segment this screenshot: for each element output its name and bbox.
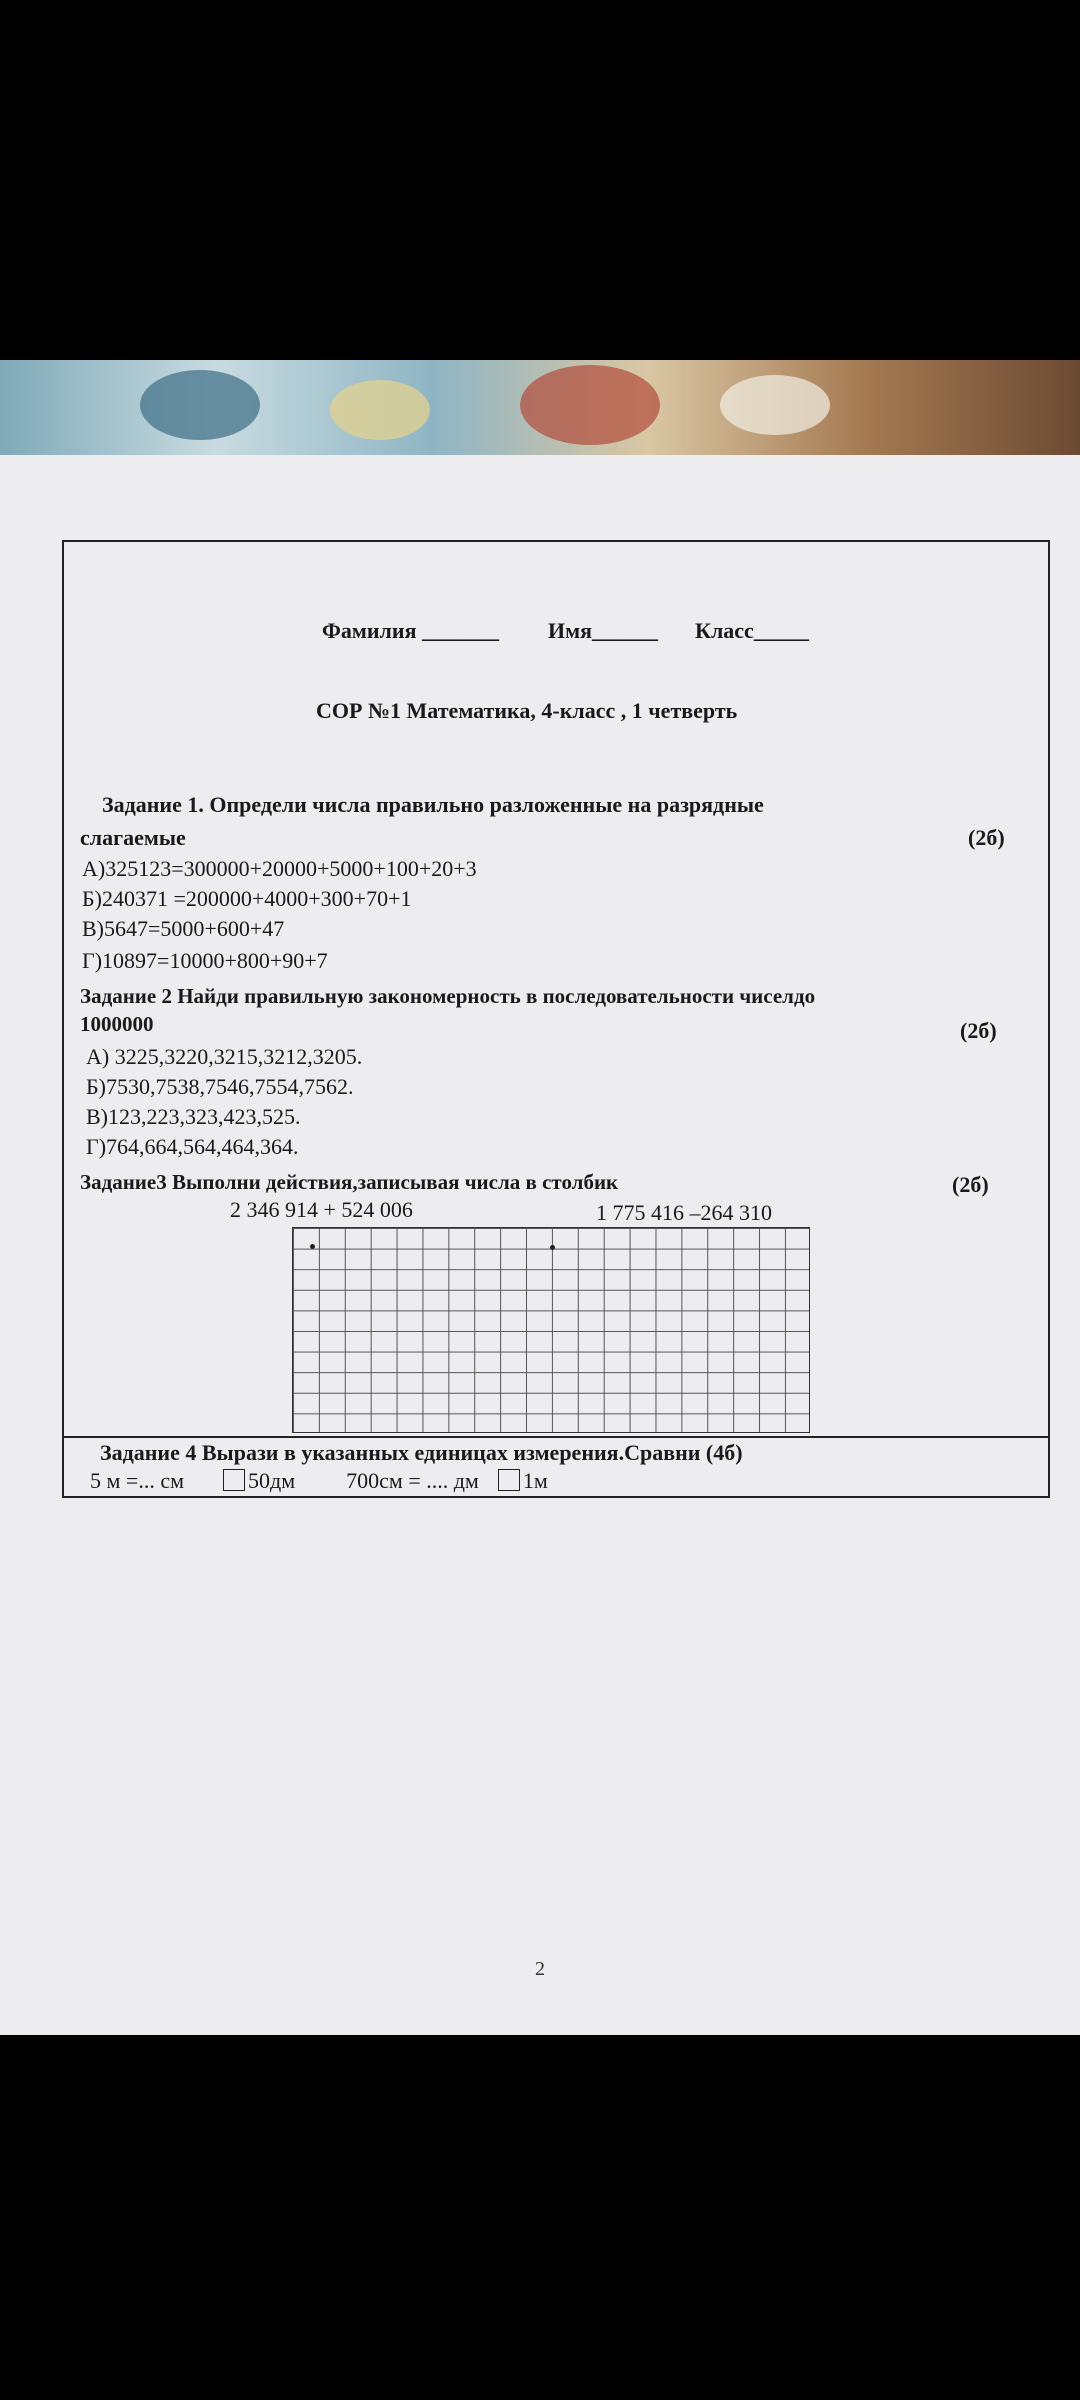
surname-label: Фамилия _______ — [322, 618, 499, 643]
task1-option-c: В)5647=5000+600+47 — [82, 916, 285, 941]
task4-part2-value: 1м — [522, 1468, 548, 1493]
grid-dot-left — [310, 1244, 315, 1249]
task1-option-b: Б)240371 =200000+4000+300+70+1 — [82, 886, 412, 911]
task2-heading-cont: 1000000 — [80, 1012, 154, 1036]
task4-part1-value: 50дм — [248, 1468, 296, 1493]
task1-heading-cont: слагаемые — [80, 825, 186, 850]
task2-heading: Задание 2 Найди правильную закономерность в последовательности чиселдо — [80, 984, 816, 1008]
task2-option-a: А) 3225,3220,3215,3212,3205. — [86, 1044, 363, 1069]
task1-heading: Задание 1. Определи числа правильно разложенные на разрядные — [102, 792, 764, 817]
task4-heading: Задание 4 Вырази в указанных единицах измерения.Сравни (4б) — [100, 1440, 743, 1465]
comparison-box-2[interactable] — [498, 1469, 520, 1491]
task3-points: (2б) — [952, 1172, 989, 1197]
task2-points: (2б) — [960, 1018, 997, 1043]
page-number: 2 — [535, 1958, 545, 1980]
comparison-box-1[interactable] — [223, 1469, 245, 1491]
class-label: Класс_____ — [695, 618, 809, 643]
grid-dot-right — [550, 1245, 555, 1250]
task1-points: (2б) — [968, 825, 1005, 850]
task3-expression-1: 2 346 914 + 524 006 — [230, 1197, 413, 1222]
task3-expression-2: 1 775 416 –264 310 — [596, 1200, 772, 1225]
page-title: СОР №1 Математика, 4-класс , 1 четверть — [316, 698, 738, 723]
task3-heading: Задание3 Выполни действия,записывая числа в столбик — [80, 1170, 619, 1194]
task1-option-a: А)325123=300000+20000+5000+100+20+3 — [82, 856, 477, 881]
name-label: Имя______ — [548, 618, 658, 643]
task2-option-b: Б)7530,7538,7546,7554,7562. — [86, 1074, 354, 1099]
background-photo-strip — [0, 360, 1080, 460]
task4-part2: 700см = .... дм — [346, 1468, 479, 1493]
task2-option-d: Г)764,664,564,464,364. — [86, 1134, 299, 1159]
task4-row — [90, 1468, 548, 1494]
task1-option-d: Г)10897=10000+800+90+7 — [82, 948, 328, 973]
task4-part1: 5 м =... см — [90, 1468, 185, 1493]
section-divider — [62, 1436, 1050, 1438]
task2-option-c: В)123,223,323,423,525. — [86, 1104, 301, 1129]
calculation-grid — [292, 1227, 810, 1433]
